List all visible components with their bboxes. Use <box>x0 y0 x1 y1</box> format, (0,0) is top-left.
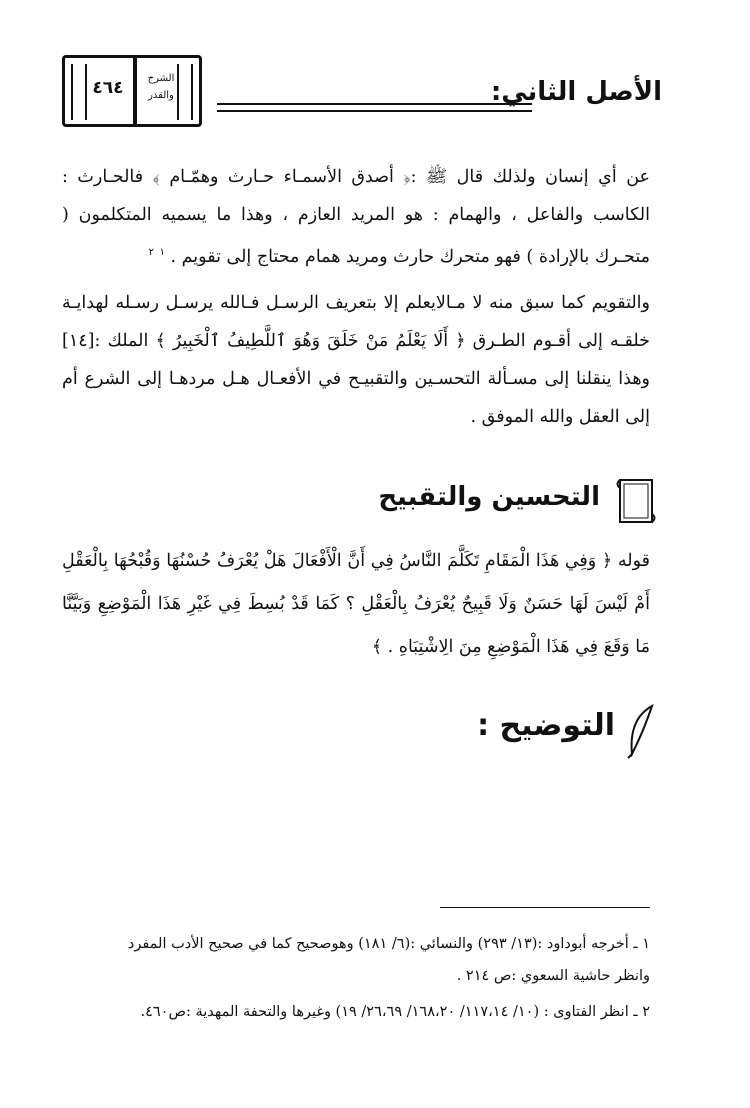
quill-icon <box>624 704 658 760</box>
quoted-text: قوله ﴿ وَفِي هَذَا الْمَقَامِ تَكَلَّمَ النَّاسُ فِي أَنَّ الْأَفْعَالَ هَلْ يُعْرَفُ حُسْنُهَا وَقُبْحُهَا بِالْعَقْلِ أَمْ لَيْسَ لَهَا حَسَنٌ وَلَا قَبِيحٌ يُعْرَفُ بِالْعَقْلِ ؟ كَمَا قَدْ بُسِطَ فِي غَيْرِ هَذَا الْمَوْضِعِ وَبَيَّنَّا مَا وَقَعَ فِي هَذَا الْمَوْضِعِ مِنَ الِاشْتِبَاهِ . ﴾ <box>62 551 650 657</box>
footnote-1-line-1: ١ ـ أخرجه أبوداود :(١٣/ ٢٩٣) والنسائي :(٦/ ١٨١) وهوصحيح كما في صحيح الأدب المفرد <box>127 936 650 952</box>
footnote-separator <box>440 907 650 908</box>
footnote-1-line-2: وانظر حاشية السعوي :ص ٢١٤ . <box>456 968 650 984</box>
footnote-ref-1: ١ <box>159 247 165 258</box>
footnote-2: ٢ ـ انظر الفتاوى : (١٠/ ١١٧،١٤/ ١٦٨،٢٠/ ٢٦،٦٩/ ١٩) وغيرها والتحفة المهدية :ص٤٦٠. <box>140 1004 650 1020</box>
scroll-icon <box>614 476 658 526</box>
footnotes <box>62 928 650 1028</box>
chapter-title: الأصل الثاني: <box>490 77 662 107</box>
page-number: ٤٦٤ <box>92 78 124 98</box>
header-rule <box>217 110 532 112</box>
series-label: الشرح والقدر <box>147 73 175 101</box>
section-title: التحسين والتقبيح <box>378 482 600 512</box>
footnote-ref-2: ٢ <box>148 247 154 258</box>
header-rule <box>217 103 532 105</box>
book-emblem <box>62 55 202 127</box>
body-paragraph-1: عن أي إنسان ولذلك قال ﷺ :﴿ أصدق الأسمـاء حـارث وهمّـام ﴾ فالحـارث : الكاسب والفاعل ، والهمام : هو المريد العازم ، وهذا ما يسميه المتكلمون ( متحـرك بالإرادة ) فهو متحرك حارث ومريد همام محتاج إلى تقويم . $^١$ $^٢$ <box>62 167 650 267</box>
tawdih-heading: التوضيح : <box>477 708 615 743</box>
page-header <box>62 55 662 135</box>
body-paragraph-2: والتقويم كما سبق منه لا مـالايعلم إلا بتعريف الرسـل فـالله يرسـل رسـله لهدايـة خلقـه إلى أقـوم الطـرق ﴿ أَلَا يَعْلَمُ مَنْ خَلَقَ وَهُوَ ٱللَّطِيفُ ٱلْخَبِيرُ ﴾ الملك :[١٤] وهذا ينقلنا إلى مسـألة التحسـين والتقبيـح في الأفعـال هـل مردهـا إلى الشرع أم إلى العقل والله الموفق . <box>62 293 650 427</box>
